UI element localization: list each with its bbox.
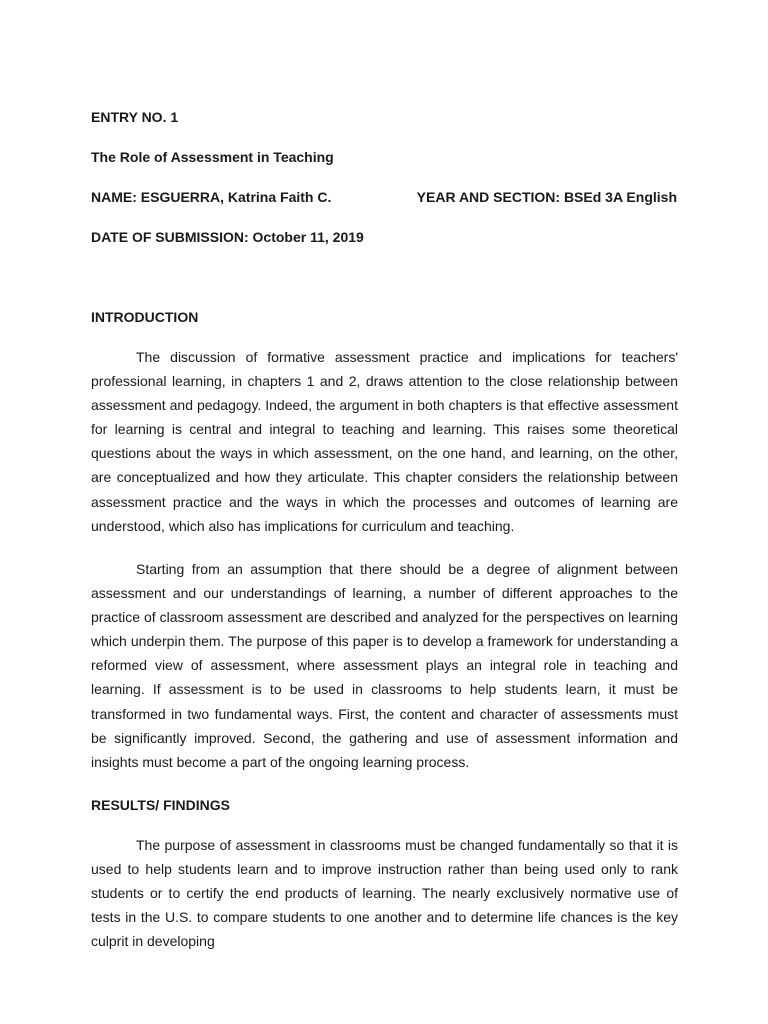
results-heading: RESULTS/ FINDINGS <box>91 797 230 813</box>
introduction-paragraph-1: The discussion of formative assessment practice and implications for teachers' professional learning, in chapters 1 and 2, draws attention to the close relationship between assessment and pedagogy. Indeed, the argument in both chapters is that effective assessment for learning is central and integral to teaching and learning. This raises some theoretical questions about the ways in which assessment, on the one hand, and learning, on the other, are conceptualized and how they articulate. This chapter considers the relationship between assessment practice and the ways in which the processes and outcomes of learning are understood, which also has implications for curriculum and teaching. <box>91 349 678 534</box>
date-of-submission: DATE OF SUBMISSION: October 11, 2019 <box>91 229 364 245</box>
entry-number: ENTRY NO. 1 <box>91 109 179 125</box>
student-name: NAME: ESGUERRA, Katrina Faith C. <box>91 189 332 205</box>
results-paragraph-1: The purpose of assessment in classrooms must be changed fundamentally so that it is used to help students learn and to improve instruction rather than being used only to rank students or to certify the end products of learning. The nearly exclusively normative use of tests in the U.S. to compare students to one another and to determine life chances is the key culprit in developing <box>91 837 678 950</box>
year-and-section: YEAR AND SECTION: BSEd 3A English <box>416 189 677 205</box>
introduction-heading: INTRODUCTION <box>91 309 199 325</box>
introduction-paragraph-2: Starting from an assumption that there should be a degree of alignment between assessment and our understandings of learning, a number of different approaches to the practice of classroom assessment are described and analyzed for the perspectives on learning which underpin them. The purpose of this paper is to develop a framework for understanding a reformed view of assessment, where assessment plays an integral role in teaching and learning. If assessment is to be used in classrooms to help students learn, it must be transformed in two fundamental ways. First, the content and character of assessments must be significantly improved. Second, the gathering and use of assessment information and insights must become a part of the ongoing learning process. <box>91 561 678 770</box>
document-title: The Role of Assessment in Teaching <box>91 149 334 165</box>
